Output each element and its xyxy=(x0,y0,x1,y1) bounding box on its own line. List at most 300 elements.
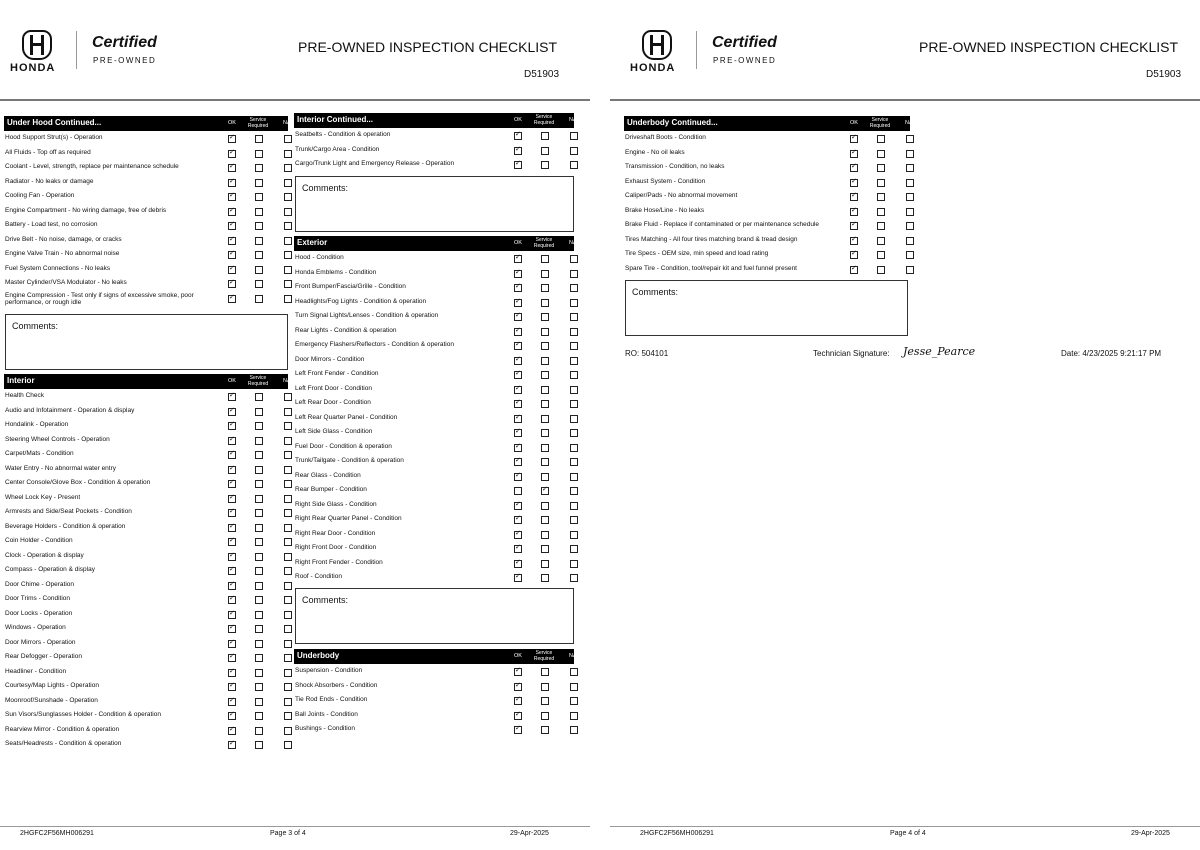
checkbox-ok[interactable] xyxy=(514,444,522,452)
checkbox-service-required[interactable] xyxy=(255,393,263,401)
checkbox-na[interactable] xyxy=(284,280,292,288)
checkbox-service-required[interactable] xyxy=(877,193,885,201)
checkbox-service-required[interactable] xyxy=(255,654,263,662)
checkbox-ok[interactable] xyxy=(228,640,236,648)
checkbox-ok[interactable] xyxy=(228,654,236,662)
checkbox-na[interactable] xyxy=(570,132,578,140)
checklist-row xyxy=(294,309,574,324)
checkbox-service-required[interactable] xyxy=(541,726,549,734)
checkbox-na[interactable] xyxy=(284,237,292,245)
checkbox-ok[interactable] xyxy=(514,299,522,307)
checkbox-ok[interactable] xyxy=(228,509,236,517)
checkbox-ok[interactable] xyxy=(514,284,522,292)
checkbox-service-required[interactable] xyxy=(541,574,549,582)
checklist-row xyxy=(294,722,574,737)
checkbox-service-required[interactable] xyxy=(255,698,263,706)
checkbox-na[interactable] xyxy=(570,415,578,423)
section-header xyxy=(624,116,913,131)
checkbox-service-required[interactable] xyxy=(877,222,885,230)
checkbox-ok[interactable] xyxy=(228,193,236,201)
checkbox-na[interactable] xyxy=(284,596,292,604)
checkbox-ok[interactable] xyxy=(514,473,522,481)
checkbox-service-required[interactable] xyxy=(541,147,549,155)
checkbox-service-required[interactable] xyxy=(877,150,885,158)
honda-wordmark: HONDA xyxy=(10,62,56,74)
checkbox-ok[interactable] xyxy=(228,164,236,172)
checklist-item-label: Driveshaft Boots - Condition xyxy=(625,134,706,141)
checkbox-na[interactable] xyxy=(570,371,578,379)
checkbox-na[interactable] xyxy=(570,444,578,452)
checklist-row xyxy=(294,454,574,469)
checkbox-service-required[interactable] xyxy=(255,266,263,274)
checkbox-service-required[interactable] xyxy=(255,251,263,259)
checkbox-ok[interactable] xyxy=(514,560,522,568)
checkbox-ok[interactable] xyxy=(514,683,522,691)
checkbox-service-required[interactable] xyxy=(541,299,549,307)
checkbox-na[interactable] xyxy=(284,135,292,143)
checkbox-na[interactable] xyxy=(284,251,292,259)
checkbox-na[interactable] xyxy=(570,726,578,734)
checkbox-service-required[interactable] xyxy=(255,222,263,230)
checkbox-na[interactable] xyxy=(906,222,914,230)
page-title: PRE-OWNED INSPECTION CHECKLIST xyxy=(298,39,558,55)
checklist-item-label: Audio and Infotainment - Operation & display xyxy=(5,406,135,414)
checkbox-service-required[interactable] xyxy=(541,400,549,408)
checkbox-ok[interactable] xyxy=(228,237,236,245)
checkbox-na[interactable] xyxy=(284,741,292,749)
checkbox-ok[interactable] xyxy=(228,179,236,187)
checklist-row xyxy=(4,549,288,564)
checklist-row xyxy=(624,247,910,262)
checkbox-service-required[interactable] xyxy=(877,179,885,187)
checklist-item-label: Emergency Flashers/Reflectors - Condition & operation xyxy=(295,341,454,348)
checkbox-ok[interactable] xyxy=(228,451,236,459)
section-header xyxy=(4,374,291,389)
checklist-row xyxy=(294,143,574,158)
checklist-item-label: Cooling Fan - Operation xyxy=(5,192,75,199)
checkbox-service-required[interactable] xyxy=(541,712,549,720)
checkbox-na[interactable] xyxy=(570,683,578,691)
checklist-item-label: Courtesy/Map Lights - Operation xyxy=(5,682,99,689)
checkbox-na[interactable] xyxy=(570,400,578,408)
checkbox-na[interactable] xyxy=(284,179,292,187)
checkbox-service-required[interactable] xyxy=(541,560,549,568)
checkbox-ok[interactable] xyxy=(228,553,236,561)
checkbox-ok[interactable] xyxy=(228,712,236,720)
checkbox-na[interactable] xyxy=(906,135,914,143)
checkbox-ok[interactable] xyxy=(228,208,236,216)
checkbox-ok[interactable] xyxy=(228,495,236,503)
checkbox-ok[interactable] xyxy=(228,422,236,430)
checklist-item-label: Right Rear Quarter Panel - Condition xyxy=(295,515,402,522)
checkbox-na[interactable] xyxy=(284,408,292,416)
checkbox-na[interactable] xyxy=(570,697,578,705)
checkbox-na[interactable] xyxy=(570,458,578,466)
checkbox-ok[interactable] xyxy=(514,161,522,169)
checkbox-service-required[interactable] xyxy=(255,237,263,245)
checklist-item-label: Master Cylinder/VSA Modulator - No leaks xyxy=(5,279,127,286)
checklist-item-label: All Fluids - Top off as required xyxy=(5,148,91,156)
checkbox-na[interactable] xyxy=(284,654,292,662)
checklist-item-label: Steering Wheel Controls - Operation xyxy=(5,435,110,443)
checkbox-ok[interactable] xyxy=(850,179,858,187)
checkbox-service-required[interactable] xyxy=(877,266,885,274)
checklist-row xyxy=(294,556,574,571)
checkbox-service-required[interactable] xyxy=(541,284,549,292)
checklist-item-label: Ball Joints - Condition xyxy=(295,710,358,718)
checkbox-na[interactable] xyxy=(570,357,578,365)
checkbox-service-required[interactable] xyxy=(877,251,885,259)
checklist-row xyxy=(4,189,288,204)
checklist-item-label: Hood Support Strut(s) - Operation xyxy=(5,134,103,141)
checkbox-service-required[interactable] xyxy=(255,437,263,445)
checkbox-na[interactable] xyxy=(284,567,292,575)
checklist-row xyxy=(624,189,910,204)
ro-number: RO: 504101 xyxy=(625,349,669,358)
page3-header xyxy=(0,0,590,100)
checklist-row xyxy=(294,664,574,679)
checkbox-service-required[interactable] xyxy=(255,208,263,216)
checkbox-ok[interactable] xyxy=(228,280,236,288)
checkbox-ok[interactable] xyxy=(228,437,236,445)
checkbox-ok[interactable] xyxy=(228,625,236,633)
checkbox-service-required[interactable] xyxy=(541,342,549,350)
checkbox-service-required[interactable] xyxy=(541,516,549,524)
checkbox-na[interactable] xyxy=(570,502,578,510)
checklist-item-label: Rear Lights - Condition & operation xyxy=(295,326,397,334)
checkbox-service-required[interactable] xyxy=(255,422,263,430)
checklist-item-label: Engine Compression - Test only if signs of excessive smoke, poor performance, or rough idle xyxy=(5,291,194,306)
checkbox-service-required[interactable] xyxy=(877,164,885,172)
checkbox-service-required[interactable] xyxy=(255,164,263,172)
checklist-item-label: Right Side Glass - Condition xyxy=(295,500,377,508)
checkbox-ok[interactable] xyxy=(228,524,236,532)
checklist-item-label: Front Bumper/Fascia/Grille - Condition xyxy=(295,283,406,290)
checkbox-na[interactable] xyxy=(284,698,292,706)
checkbox-ok[interactable] xyxy=(228,295,236,303)
checkbox-service-required[interactable] xyxy=(541,458,549,466)
checkbox-ok[interactable] xyxy=(850,150,858,158)
checkbox-na[interactable] xyxy=(570,299,578,307)
checkbox-na[interactable] xyxy=(284,466,292,474)
checkbox-service-required[interactable] xyxy=(255,466,263,474)
checkbox-ok[interactable] xyxy=(228,727,236,735)
checklist-row xyxy=(294,295,574,310)
checkbox-service-required[interactable] xyxy=(541,429,549,437)
checkbox-ok[interactable] xyxy=(514,458,522,466)
checklist-row xyxy=(4,218,288,233)
checkbox-ok[interactable] xyxy=(514,132,522,140)
checkbox-ok[interactable] xyxy=(228,567,236,575)
checklist-row xyxy=(4,233,288,248)
footer-vin: 2HGFC2F56MH006291 xyxy=(20,830,94,837)
checklist-item-label: Tires Matching - All four tires matching brand & tread design xyxy=(625,235,798,243)
checkbox-na[interactable] xyxy=(906,193,914,201)
checkbox-service-required[interactable] xyxy=(255,640,263,648)
col-na-label: NA xyxy=(905,120,913,126)
checkbox-service-required[interactable] xyxy=(541,697,549,705)
checkbox-na[interactable] xyxy=(906,266,914,274)
checkbox-na[interactable] xyxy=(570,342,578,350)
checklist-item-label: Clock - Operation & display xyxy=(5,551,84,559)
checkbox-ok[interactable] xyxy=(228,538,236,546)
checkbox-ok[interactable] xyxy=(514,429,522,437)
checkbox-ok[interactable] xyxy=(228,480,236,488)
checkbox-na[interactable] xyxy=(284,222,292,230)
checkbox-service-required[interactable] xyxy=(541,545,549,553)
checkbox-na[interactable] xyxy=(570,386,578,394)
checkbox-ok[interactable] xyxy=(514,574,522,582)
checkbox-na[interactable] xyxy=(570,270,578,278)
checkbox-ok[interactable] xyxy=(514,147,522,155)
checkbox-service-required[interactable] xyxy=(255,596,263,604)
checkbox-service-required[interactable] xyxy=(255,712,263,720)
checkbox-na[interactable] xyxy=(284,295,292,303)
checklist-row xyxy=(4,708,288,723)
comments-label: Comments: xyxy=(12,321,59,331)
checkbox-service-required[interactable] xyxy=(255,567,263,575)
checkbox-service-required[interactable] xyxy=(541,683,549,691)
checkbox-na[interactable] xyxy=(906,179,914,187)
section-header xyxy=(294,649,577,664)
checkbox-na[interactable] xyxy=(284,422,292,430)
checkbox-na[interactable] xyxy=(284,727,292,735)
checkbox-service-required[interactable] xyxy=(255,741,263,749)
checkbox-service-required[interactable] xyxy=(541,668,549,676)
checkbox-service-required[interactable] xyxy=(255,295,263,303)
checkbox-na[interactable] xyxy=(284,393,292,401)
checkbox-na[interactable] xyxy=(570,284,578,292)
checkbox-na[interactable] xyxy=(906,237,914,245)
checkbox-na[interactable] xyxy=(284,712,292,720)
checklist-row xyxy=(294,367,574,382)
checkbox-service-required[interactable] xyxy=(255,509,263,517)
checkbox-ok[interactable] xyxy=(514,668,522,676)
checkbox-ok[interactable] xyxy=(228,596,236,604)
checkbox-service-required[interactable] xyxy=(541,161,549,169)
checkbox-na[interactable] xyxy=(284,266,292,274)
checkbox-na[interactable] xyxy=(284,208,292,216)
checkbox-service-required[interactable] xyxy=(255,135,263,143)
section-underbody-continued xyxy=(624,116,913,276)
checkbox-na[interactable] xyxy=(284,437,292,445)
checklist-row xyxy=(4,476,288,491)
checkbox-service-required[interactable] xyxy=(255,625,263,633)
checkbox-na[interactable] xyxy=(284,683,292,691)
checkbox-ok[interactable] xyxy=(514,726,522,734)
checkbox-na[interactable] xyxy=(570,147,578,155)
checklist-item-label: Roof - Condition xyxy=(295,573,342,580)
checkbox-service-required[interactable] xyxy=(255,150,263,158)
checkbox-ok[interactable] xyxy=(514,502,522,510)
checkbox-ok[interactable] xyxy=(228,582,236,590)
checkbox-na[interactable] xyxy=(570,516,578,524)
checklist-item-label: Caliper/Pads - No abnormal movement xyxy=(625,192,738,199)
checkbox-ok[interactable] xyxy=(850,208,858,216)
checkbox-ok[interactable] xyxy=(514,400,522,408)
checkbox-na[interactable] xyxy=(906,208,914,216)
checkbox-na[interactable] xyxy=(906,164,914,172)
checkbox-service-required[interactable] xyxy=(255,683,263,691)
checkbox-ok[interactable] xyxy=(514,328,522,336)
checkbox-service-required[interactable] xyxy=(255,451,263,459)
checkbox-na[interactable] xyxy=(284,480,292,488)
checkbox-service-required[interactable] xyxy=(541,255,549,263)
checkbox-service-required[interactable] xyxy=(541,313,549,321)
checkbox-na[interactable] xyxy=(570,668,578,676)
checkbox-service-required[interactable] xyxy=(877,208,885,216)
comments-box-exterior[interactable] xyxy=(295,588,574,644)
checkbox-na[interactable] xyxy=(570,574,578,582)
checklist-item-label: Hondalink - Operation xyxy=(5,421,69,428)
checklist-item-label: Windows - Operation xyxy=(5,624,66,631)
checkbox-na[interactable] xyxy=(284,625,292,633)
checkbox-service-required[interactable] xyxy=(877,135,885,143)
checkbox-na[interactable] xyxy=(570,487,578,495)
honda-logo-icon xyxy=(642,30,672,60)
checkbox-service-required[interactable] xyxy=(255,611,263,619)
certified-text: Certified xyxy=(92,34,157,51)
checkbox-na[interactable] xyxy=(284,150,292,158)
checkbox-service-required[interactable] xyxy=(255,408,263,416)
checklist-row xyxy=(294,157,574,172)
checkbox-ok[interactable] xyxy=(514,386,522,394)
checkbox-ok[interactable] xyxy=(514,531,522,539)
comments-box-underbody[interactable] xyxy=(625,280,908,336)
checkbox-ok[interactable] xyxy=(850,135,858,143)
checkbox-ok[interactable] xyxy=(850,266,858,274)
checkbox-service-required[interactable] xyxy=(255,582,263,590)
checklist-item-label: Right Front Fender - Condition xyxy=(295,558,383,566)
checkbox-service-required[interactable] xyxy=(255,538,263,546)
checkbox-ok[interactable] xyxy=(228,408,236,416)
checklist-item-label: Sun Visors/Sunglasses Holder - Condition & operation xyxy=(5,711,161,718)
checkbox-ok[interactable] xyxy=(850,251,858,259)
checkbox-na[interactable] xyxy=(284,495,292,503)
checkbox-na[interactable] xyxy=(284,669,292,677)
section-title: Exterior xyxy=(297,238,328,247)
checkbox-ok[interactable] xyxy=(228,222,236,230)
checkbox-na[interactable] xyxy=(284,164,292,172)
checkbox-ok[interactable] xyxy=(850,222,858,230)
checkbox-na[interactable] xyxy=(284,611,292,619)
checklist-row xyxy=(624,146,910,161)
checkbox-ok[interactable] xyxy=(228,698,236,706)
checkbox-ok[interactable] xyxy=(514,357,522,365)
checkbox-service-required[interactable] xyxy=(255,480,263,488)
checklist-row xyxy=(4,578,288,593)
checkbox-ok[interactable] xyxy=(850,164,858,172)
checkbox-service-required[interactable] xyxy=(541,132,549,140)
checkbox-ok[interactable] xyxy=(228,669,236,677)
checkbox-service-required[interactable] xyxy=(541,386,549,394)
checklist-row xyxy=(4,462,288,477)
checkbox-ok[interactable] xyxy=(514,712,522,720)
checkbox-ok[interactable] xyxy=(514,697,522,705)
checkbox-service-required[interactable] xyxy=(255,193,263,201)
checklist-row xyxy=(294,396,574,411)
checkbox-service-required[interactable] xyxy=(541,328,549,336)
checkbox-ok[interactable] xyxy=(514,371,522,379)
checkbox-service-required[interactable] xyxy=(255,524,263,532)
checkbox-na[interactable] xyxy=(570,545,578,553)
checkbox-na[interactable] xyxy=(284,582,292,590)
checkbox-service-required[interactable] xyxy=(541,502,549,510)
checkbox-na[interactable] xyxy=(284,193,292,201)
checkbox-ok[interactable] xyxy=(850,237,858,245)
checkbox-na[interactable] xyxy=(570,328,578,336)
checkbox-service-required[interactable] xyxy=(541,371,549,379)
checkbox-service-required[interactable] xyxy=(877,237,885,245)
checklist-item-label: Exhaust System - Condition xyxy=(625,177,706,185)
checkbox-na[interactable] xyxy=(570,255,578,263)
checkbox-ok[interactable] xyxy=(228,135,236,143)
checklist-row xyxy=(4,160,288,175)
checkbox-na[interactable] xyxy=(570,712,578,720)
checkbox-ok[interactable] xyxy=(228,611,236,619)
checkbox-na[interactable] xyxy=(284,509,292,517)
checkbox-ok[interactable] xyxy=(514,545,522,553)
checkbox-na[interactable] xyxy=(284,553,292,561)
certified-text: Certified xyxy=(712,34,777,51)
checkbox-service-required[interactable] xyxy=(541,357,549,365)
checkbox-na[interactable] xyxy=(570,313,578,321)
checkbox-service-required[interactable] xyxy=(541,270,549,278)
checkbox-na[interactable] xyxy=(570,473,578,481)
checkbox-na[interactable] xyxy=(284,640,292,648)
checkbox-ok[interactable] xyxy=(514,516,522,524)
section-title: Interior Continued... xyxy=(297,115,373,124)
checkbox-ok[interactable] xyxy=(514,255,522,263)
checkbox-na[interactable] xyxy=(906,150,914,158)
checkbox-ok[interactable] xyxy=(228,150,236,158)
checkbox-ok[interactable] xyxy=(514,270,522,278)
checkbox-ok[interactable] xyxy=(514,313,522,321)
checkbox-ok[interactable] xyxy=(228,466,236,474)
checkbox-service-required[interactable] xyxy=(255,495,263,503)
checkbox-na[interactable] xyxy=(570,531,578,539)
checkbox-service-required[interactable] xyxy=(255,553,263,561)
checkbox-na[interactable] xyxy=(570,161,578,169)
checkbox-service-required[interactable] xyxy=(255,727,263,735)
checkbox-service-required[interactable] xyxy=(541,473,549,481)
comments-box-under-hood[interactable] xyxy=(5,314,288,370)
checkbox-service-required[interactable] xyxy=(255,179,263,187)
checkbox-na[interactable] xyxy=(284,538,292,546)
checkbox-ok[interactable] xyxy=(514,342,522,350)
checkbox-service-required[interactable] xyxy=(541,487,549,495)
comments-box-interior[interactable] xyxy=(295,176,574,232)
checkbox-service-required[interactable] xyxy=(255,669,263,677)
checkbox-ok[interactable] xyxy=(514,415,522,423)
checkbox-service-required[interactable] xyxy=(541,531,549,539)
checkbox-na[interactable] xyxy=(284,451,292,459)
checkbox-ok[interactable] xyxy=(228,393,236,401)
checkbox-ok[interactable] xyxy=(850,193,858,201)
checkbox-service-required[interactable] xyxy=(255,280,263,288)
checkbox-ok[interactable] xyxy=(514,487,522,495)
checkbox-ok[interactable] xyxy=(228,683,236,691)
checkbox-service-required[interactable] xyxy=(541,415,549,423)
checkbox-ok[interactable] xyxy=(228,266,236,274)
checkbox-na[interactable] xyxy=(284,524,292,532)
checkbox-ok[interactable] xyxy=(228,741,236,749)
checkbox-na[interactable] xyxy=(906,251,914,259)
checkbox-ok[interactable] xyxy=(228,251,236,259)
checkbox-na[interactable] xyxy=(570,560,578,568)
checkbox-service-required[interactable] xyxy=(541,444,549,452)
checkbox-na[interactable] xyxy=(570,429,578,437)
